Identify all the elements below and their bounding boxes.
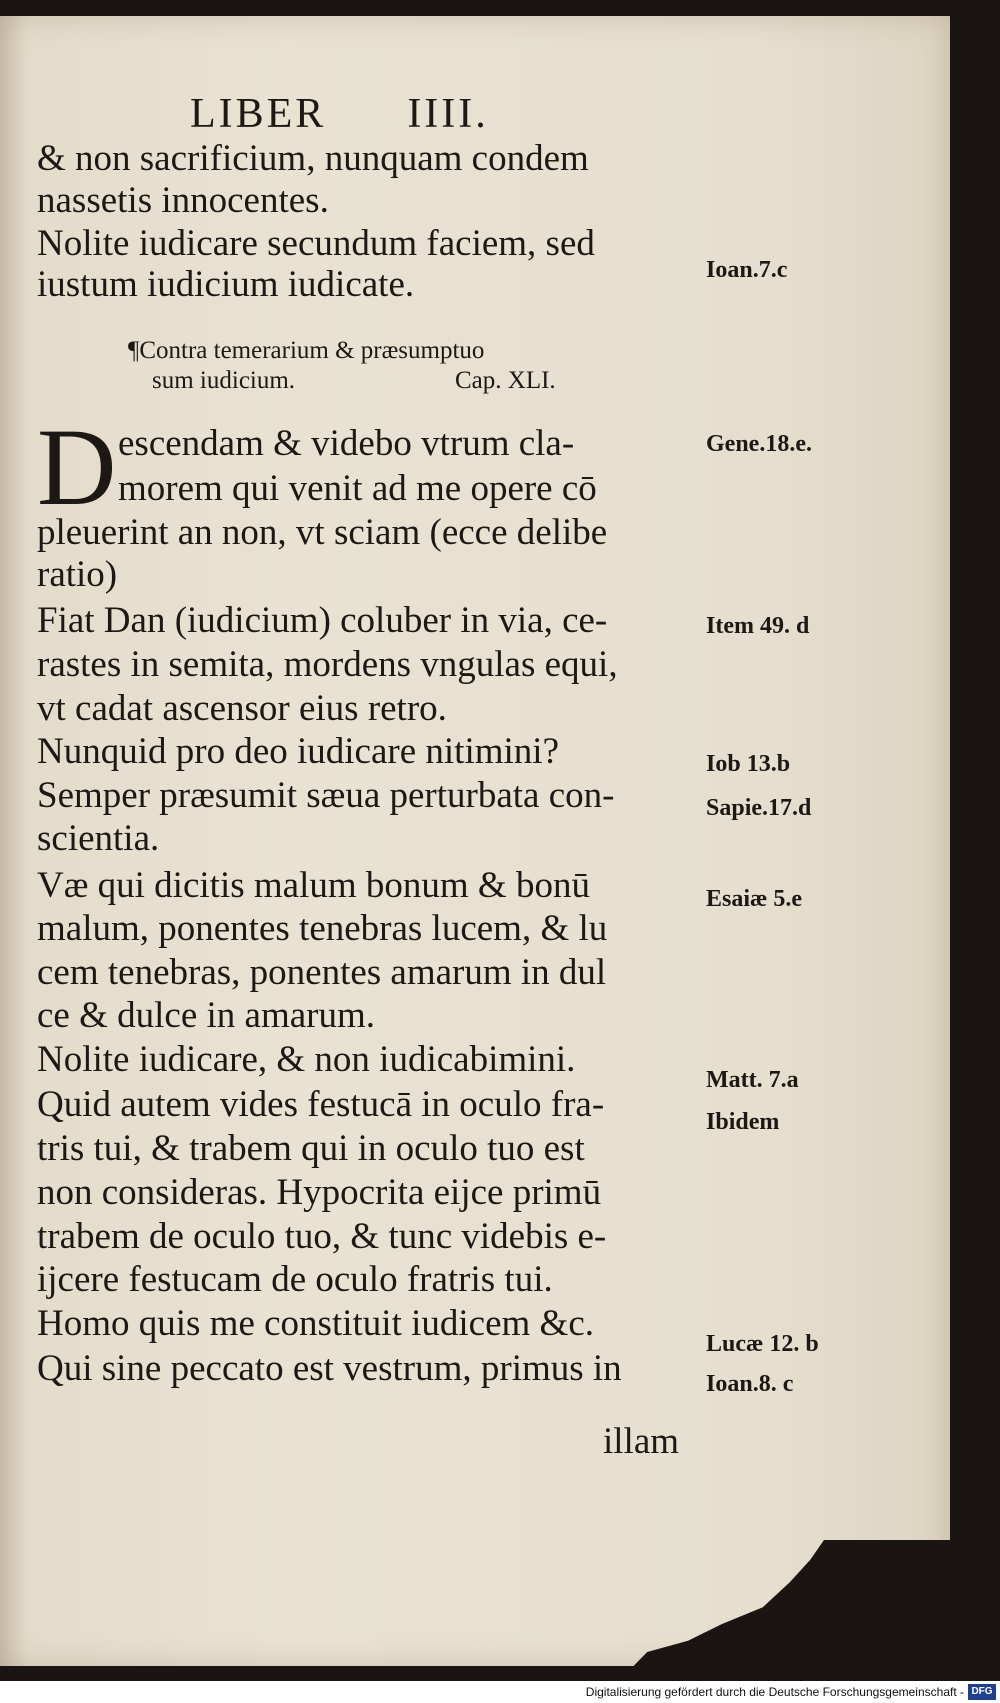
drop-cap: D bbox=[37, 406, 117, 528]
text-line: Fiat Dan (iudicium) coluber in via, ce- bbox=[37, 600, 608, 641]
text-line: non consideras. Hypocrita eijce primū bbox=[37, 1172, 602, 1213]
text-line: Quid autem vides festucā in oculo fra- bbox=[37, 1084, 605, 1125]
text-line: Væ qui dicitis malum bonum & bonū bbox=[37, 865, 590, 906]
margin-note: Sapie.17.d bbox=[706, 795, 812, 821]
margin-note: Ioan.8. c bbox=[706, 1371, 794, 1397]
margin-note: Ioan.7.c bbox=[706, 257, 788, 283]
text-line: scientia. bbox=[37, 818, 160, 859]
text-line: Semper præsumit sæua perturbata con- bbox=[37, 775, 615, 816]
footer-credit: Digitalisierung gefördert durch die Deutsche Forschungsgemeinschaft - bbox=[585, 1685, 964, 1699]
text-line: Nolite iudicare, & non iudicabimini. bbox=[37, 1039, 576, 1080]
text-line: iustum iudicium iudicate. bbox=[37, 264, 415, 305]
margin-note: Iob 13.b bbox=[706, 751, 791, 777]
margin-note: Gene.18.e. bbox=[706, 431, 812, 457]
text-line: malum, ponentes tenebras lucem, & lu bbox=[37, 908, 608, 949]
text-line: cem tenebras, ponentes amarum in dul bbox=[37, 952, 607, 993]
text-line: escendam & videbo vtrum cla- bbox=[118, 423, 575, 464]
text-line: nassetis innocentes. bbox=[37, 180, 329, 221]
text-line: vt cadat ascensor eius retro. bbox=[37, 688, 447, 729]
chapter-heading-line1: ¶Contra temerarium & præsumptuo bbox=[128, 337, 485, 364]
margin-note: Esaiæ 5.e bbox=[706, 886, 802, 912]
margin-note: Lucæ 12. b bbox=[706, 1331, 819, 1357]
text-line: Nolite iudicare secundum faciem, sed bbox=[37, 223, 595, 264]
chapter-heading-line2: sum iudicium. bbox=[152, 367, 296, 394]
text-line: morem qui venit ad me opere cō bbox=[118, 468, 597, 509]
margin-note: Ibidem bbox=[706, 1109, 780, 1135]
text-line: ijcere festucam de oculo fratris tui. bbox=[37, 1259, 553, 1300]
text-line: trabem de oculo tuo, & tunc videbis e- bbox=[37, 1216, 607, 1257]
text-line: pleuerint an non, vt sciam (ecce delibe bbox=[37, 512, 608, 553]
text-line: ratio) bbox=[37, 554, 118, 595]
text-line: ce & dulce in amarum. bbox=[37, 995, 376, 1036]
margin-note: Matt. 7.a bbox=[706, 1067, 799, 1093]
text-line: tris tui, & trabem qui in oculo tuo est bbox=[37, 1128, 585, 1169]
chapter-number: Cap. XLI. bbox=[455, 367, 556, 394]
text-line: rastes in semita, mordens vngulas equi, bbox=[37, 644, 618, 685]
dfg-logo: DFG bbox=[968, 1684, 996, 1700]
catchword: illam bbox=[603, 1421, 680, 1462]
text-line: Nunquid pro deo iudicare nitimini? bbox=[37, 731, 559, 772]
margin-note: Item 49. d bbox=[706, 613, 810, 639]
running-head: LIBER IIII. bbox=[190, 91, 489, 137]
text-line: & non sacrificium, nunquam condem bbox=[37, 138, 589, 179]
text-line: Qui sine peccato est vestrum, primus in bbox=[37, 1348, 622, 1389]
footer-bar bbox=[0, 1681, 1000, 1703]
text-line: Homo quis me constituit iudicem &c. bbox=[37, 1303, 594, 1344]
